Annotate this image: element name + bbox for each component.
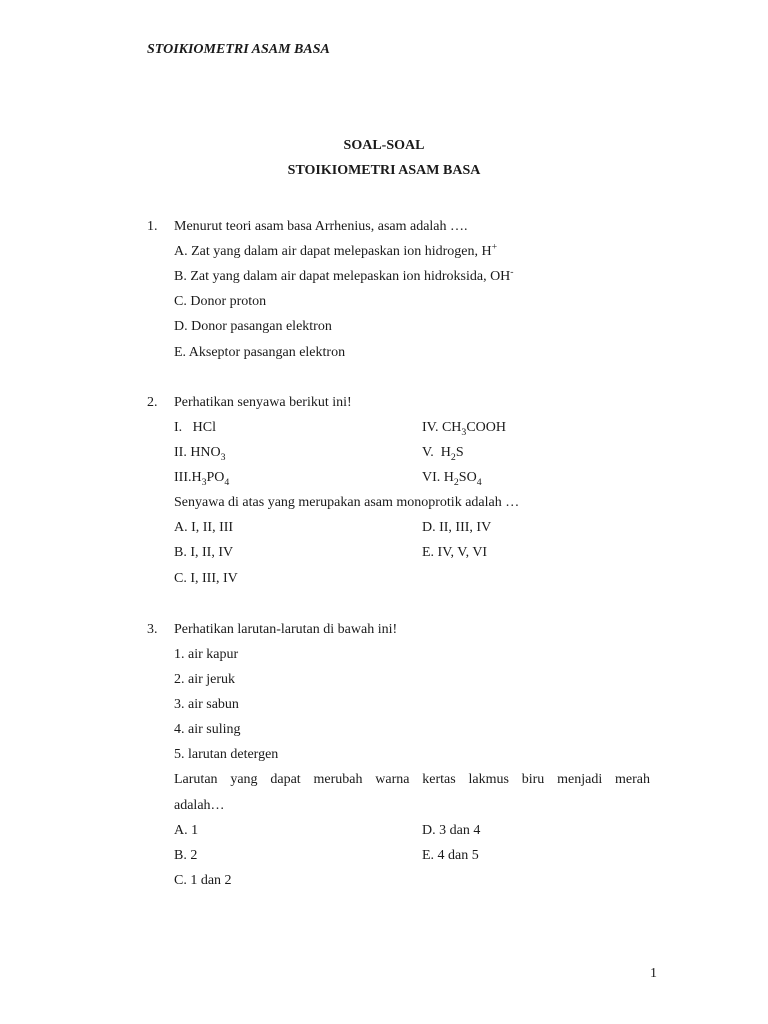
document-title: SOAL-SOAL	[343, 138, 425, 153]
question-1-option-b: B. Zat yang dalam air dapat melepaskan ion hidroksida, OH-	[174, 266, 514, 284]
solution-item-1: 1. air kapur	[174, 647, 239, 662]
question-3-option-d: D. 3 dan 4	[422, 823, 481, 838]
question-3-option-c: C. 1 dan 2	[174, 873, 232, 888]
page-number: 1	[650, 966, 657, 981]
running-header: STOIKIOMETRI ASAM BASA	[147, 42, 330, 57]
question-2-number: 2.	[147, 395, 158, 410]
question-2-question: Senyawa di atas yang merupakan asam monoprotik adalah …	[174, 495, 520, 510]
question-3-option-e: E. 4 dan 5	[422, 848, 479, 863]
question-2-option-c: C. I, III, IV	[174, 571, 238, 586]
compound-item-1: I. HCl	[174, 420, 216, 435]
question-3-question-line2: adalah…	[174, 798, 225, 813]
question-1-number: 1.	[147, 219, 158, 234]
question-3-option-a: A. 1	[174, 823, 199, 838]
question-3-stem: Perhatikan larutan-larutan di bawah ini!	[174, 622, 398, 637]
question-3-option-b: B. 2	[174, 848, 198, 863]
compound-item-6: VI. $H_2SO_4$	[422, 470, 482, 488]
question-2-option-e: E. IV, V, VI	[422, 545, 488, 560]
solution-item-5: 5. larutan detergen	[174, 747, 279, 762]
solution-item-4: 4. air suling	[174, 722, 241, 737]
question-1-option-d: D. Donor pasangan elektron	[174, 319, 332, 334]
question-3-number: 3.	[147, 622, 158, 637]
solution-item-2: 2. air jeruk	[174, 672, 236, 687]
compound-item-2: II. $HNO_3$	[174, 445, 226, 463]
question-1-stem: Menurut teori asam basa Arrhenius, asam adalah ….	[174, 219, 468, 234]
solution-item-3: 3. air sabun	[174, 697, 239, 712]
question-2-option-b: B. I, II, IV	[174, 545, 234, 560]
question-2-option-a: A. I, II, III	[174, 520, 234, 535]
question-3-question-line1: Larutan yang dapat merubah warna kertas lakmus biru menjadi merah	[174, 772, 650, 787]
question-2-option-d: D. II, III, IV	[422, 520, 492, 535]
document-subtitle: STOIKIOMETRI ASAM BASA	[287, 163, 481, 178]
compound-item-3: $III.H_3PO_4$	[174, 470, 230, 488]
question-1-option-c: C. Donor proton	[174, 294, 267, 309]
compound-item-5: V. $H_2S$	[422, 445, 464, 463]
compound-item-4: IV. $CH_3COOH$	[422, 420, 506, 438]
question-2-stem: Perhatikan senyawa berikut ini!	[174, 395, 352, 410]
question-1-option-e: E. Akseptor pasangan elektron	[174, 345, 346, 360]
question-1-option-a: A. Zat yang dalam air dapat melepaskan ion hidrogen, H+	[174, 241, 498, 259]
